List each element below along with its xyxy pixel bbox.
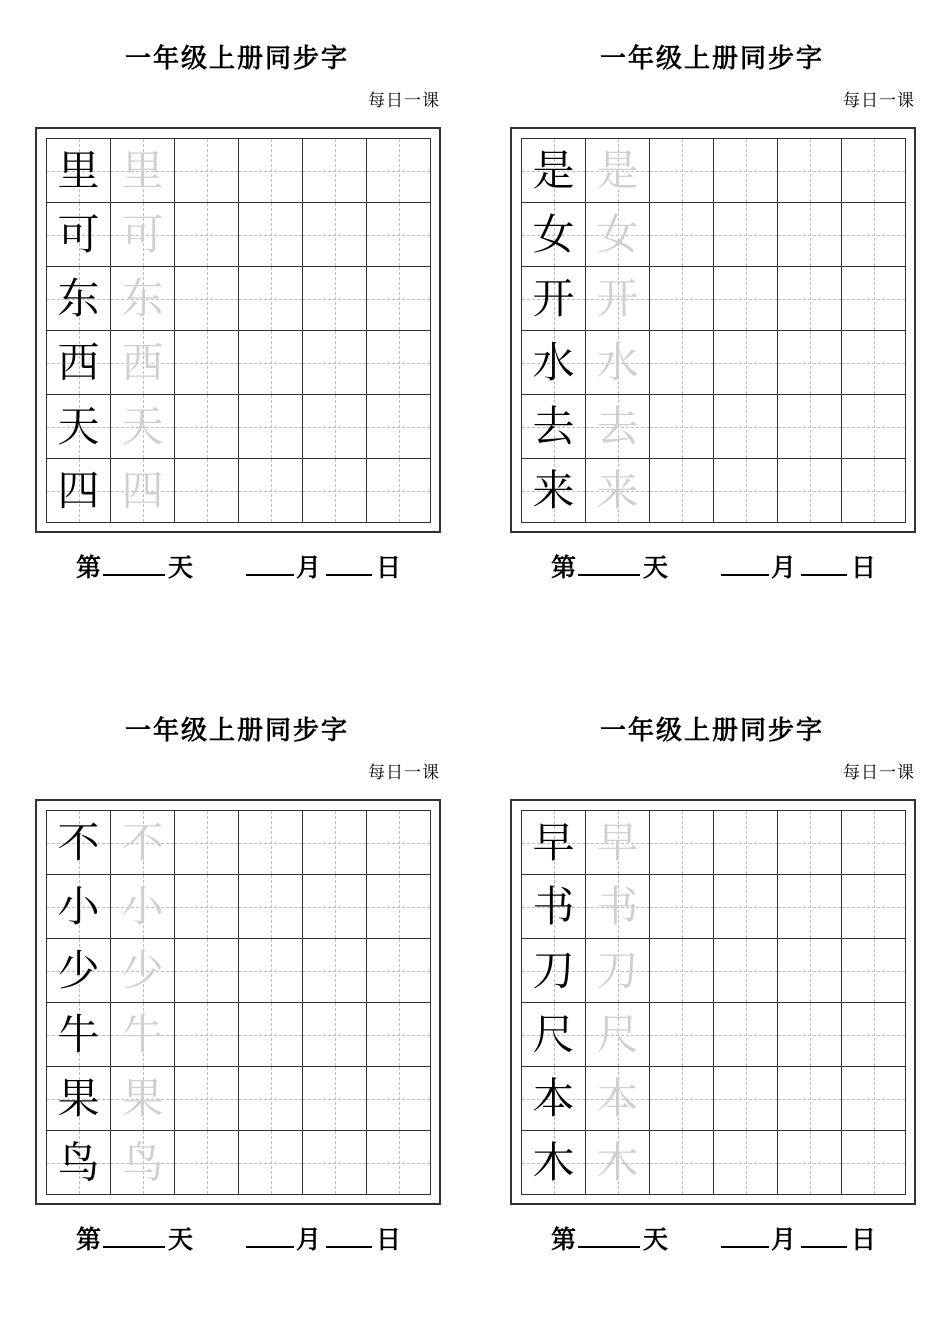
practice-cell bbox=[714, 203, 778, 267]
sheet-title: 一年级上册同步字 bbox=[599, 44, 824, 74]
trace-character bbox=[111, 1003, 175, 1067]
trace-character bbox=[586, 331, 650, 395]
character-glyph: 小 bbox=[57, 881, 100, 931]
practice-cell bbox=[842, 1131, 906, 1195]
practice-cell bbox=[175, 939, 239, 1003]
sheet-subtitle: 每日一课 bbox=[843, 91, 915, 111]
character-glyph: 少 bbox=[57, 945, 100, 995]
character-glyph: 书 bbox=[532, 881, 575, 931]
date-footer bbox=[551, 548, 911, 588]
day-number-blank[interactable] bbox=[103, 1220, 165, 1248]
model-character bbox=[47, 203, 111, 267]
date-blank[interactable] bbox=[326, 548, 372, 576]
character-glyph: 刀 bbox=[532, 945, 575, 995]
character-glyph: 鸟 bbox=[121, 1137, 164, 1187]
month-label: 月 bbox=[771, 553, 797, 582]
model-character bbox=[47, 395, 111, 459]
trace-character bbox=[586, 1003, 650, 1067]
practice-cell bbox=[842, 331, 906, 395]
practice-cell bbox=[778, 331, 842, 395]
character-glyph: 本 bbox=[596, 1073, 639, 1123]
practice-cell bbox=[842, 939, 906, 1003]
practice-cell bbox=[778, 395, 842, 459]
date-blank[interactable] bbox=[801, 1220, 847, 1248]
trace-character bbox=[111, 203, 175, 267]
trace-character bbox=[111, 139, 175, 203]
model-character bbox=[522, 139, 586, 203]
practice-cell bbox=[842, 139, 906, 203]
practice-cell bbox=[367, 139, 431, 203]
practice-cell bbox=[778, 203, 842, 267]
practice-cell bbox=[778, 939, 842, 1003]
date-blank[interactable] bbox=[801, 548, 847, 576]
practice-cell bbox=[303, 875, 367, 939]
model-character bbox=[47, 1131, 111, 1195]
sheet-subtitle: 每日一课 bbox=[368, 91, 440, 111]
month-label: 月 bbox=[296, 1225, 322, 1254]
model-character bbox=[522, 811, 586, 875]
character-glyph: 不 bbox=[121, 817, 164, 867]
day-number-blank[interactable] bbox=[578, 548, 640, 576]
date-label: 日 bbox=[376, 1225, 402, 1254]
day-suffix-label: 天 bbox=[168, 1225, 194, 1254]
practice-cell bbox=[842, 395, 906, 459]
practice-cell bbox=[239, 1131, 303, 1195]
practice-cell bbox=[239, 267, 303, 331]
model-character bbox=[47, 875, 111, 939]
practice-cell bbox=[714, 811, 778, 875]
character-glyph: 牛 bbox=[121, 1009, 164, 1059]
practice-cell bbox=[175, 1067, 239, 1131]
practice-cell bbox=[714, 939, 778, 1003]
practice-cell bbox=[650, 395, 714, 459]
writing-grid-frame bbox=[35, 799, 441, 1205]
practice-sheet-2 bbox=[475, 0, 915, 590]
character-glyph: 女 bbox=[532, 209, 575, 259]
trace-character bbox=[111, 267, 175, 331]
character-glyph: 来 bbox=[532, 465, 575, 515]
character-glyph: 早 bbox=[596, 817, 639, 867]
character-glyph: 开 bbox=[532, 273, 575, 323]
model-character bbox=[47, 1003, 111, 1067]
character-glyph: 开 bbox=[596, 273, 639, 323]
character-glyph: 鸟 bbox=[57, 1137, 100, 1187]
practice-cell bbox=[367, 395, 431, 459]
sheet-title: 一年级上册同步字 bbox=[124, 716, 349, 746]
practice-cell bbox=[842, 1067, 906, 1131]
character-glyph: 木 bbox=[532, 1137, 575, 1187]
sheet-subtitle: 每日一课 bbox=[368, 763, 440, 783]
model-character bbox=[522, 875, 586, 939]
practice-cell bbox=[175, 459, 239, 523]
practice-cell bbox=[650, 811, 714, 875]
date-blank[interactable] bbox=[326, 1220, 372, 1248]
model-character bbox=[47, 267, 111, 331]
model-character bbox=[522, 1003, 586, 1067]
character-glyph: 四 bbox=[57, 465, 100, 515]
practice-cell bbox=[303, 811, 367, 875]
writing-grid bbox=[46, 138, 431, 523]
practice-cell bbox=[303, 1003, 367, 1067]
practice-cell bbox=[303, 139, 367, 203]
trace-character bbox=[111, 1067, 175, 1131]
trace-character bbox=[111, 1131, 175, 1195]
day-suffix-label: 天 bbox=[643, 1225, 669, 1254]
trace-character bbox=[586, 939, 650, 1003]
practice-cell bbox=[714, 139, 778, 203]
practice-cell bbox=[778, 875, 842, 939]
character-glyph: 果 bbox=[121, 1073, 164, 1123]
practice-cell bbox=[778, 459, 842, 523]
practice-cell bbox=[842, 203, 906, 267]
character-glyph: 里 bbox=[57, 145, 100, 195]
practice-cell bbox=[842, 875, 906, 939]
date-label: 日 bbox=[851, 1225, 877, 1254]
trace-character bbox=[111, 331, 175, 395]
practice-cell bbox=[650, 875, 714, 939]
character-glyph: 西 bbox=[57, 337, 100, 387]
day-prefix-label: 第 bbox=[76, 553, 102, 582]
practice-cell bbox=[650, 203, 714, 267]
date-footer bbox=[76, 1220, 436, 1260]
model-character bbox=[47, 939, 111, 1003]
practice-cell bbox=[239, 1003, 303, 1067]
character-glyph: 书 bbox=[596, 881, 639, 931]
character-glyph: 牛 bbox=[57, 1009, 100, 1059]
date-label: 日 bbox=[376, 553, 402, 582]
practice-cell bbox=[239, 459, 303, 523]
practice-cell bbox=[367, 1067, 431, 1131]
model-character bbox=[522, 459, 586, 523]
practice-cell bbox=[778, 811, 842, 875]
trace-character bbox=[111, 811, 175, 875]
month-label: 月 bbox=[771, 1225, 797, 1254]
practice-cell bbox=[842, 1003, 906, 1067]
model-character bbox=[47, 1067, 111, 1131]
date-footer bbox=[76, 548, 436, 588]
character-glyph: 天 bbox=[121, 401, 164, 451]
practice-cell bbox=[714, 267, 778, 331]
character-glyph: 去 bbox=[596, 401, 639, 451]
practice-cell bbox=[714, 1067, 778, 1131]
trace-character bbox=[586, 1131, 650, 1195]
trace-character bbox=[586, 203, 650, 267]
practice-cell bbox=[842, 459, 906, 523]
practice-cell bbox=[778, 1003, 842, 1067]
model-character bbox=[522, 1067, 586, 1131]
practice-cell bbox=[303, 267, 367, 331]
practice-cell bbox=[303, 331, 367, 395]
model-character bbox=[522, 331, 586, 395]
writing-grid bbox=[521, 810, 906, 1195]
practice-cell bbox=[778, 139, 842, 203]
character-glyph: 尺 bbox=[596, 1009, 639, 1059]
day-number-blank[interactable] bbox=[578, 1220, 640, 1248]
character-glyph: 水 bbox=[596, 337, 639, 387]
character-glyph: 是 bbox=[532, 145, 575, 195]
practice-cell bbox=[175, 395, 239, 459]
character-glyph: 本 bbox=[532, 1073, 575, 1123]
trace-character bbox=[586, 267, 650, 331]
practice-cell bbox=[650, 939, 714, 1003]
sheet-title: 一年级上册同步字 bbox=[124, 44, 349, 74]
model-character bbox=[522, 267, 586, 331]
practice-cell bbox=[175, 1131, 239, 1195]
trace-character bbox=[111, 459, 175, 523]
practice-cell bbox=[650, 459, 714, 523]
practice-cell bbox=[714, 875, 778, 939]
character-glyph: 西 bbox=[121, 337, 164, 387]
practice-cell bbox=[175, 331, 239, 395]
practice-cell bbox=[239, 875, 303, 939]
practice-cell bbox=[714, 459, 778, 523]
trace-character bbox=[586, 811, 650, 875]
character-glyph: 尺 bbox=[532, 1009, 575, 1059]
practice-cell bbox=[239, 1067, 303, 1131]
practice-cell bbox=[650, 267, 714, 331]
practice-cell bbox=[842, 811, 906, 875]
trace-character bbox=[586, 139, 650, 203]
month-blank[interactable] bbox=[721, 1220, 769, 1248]
practice-cell bbox=[650, 1003, 714, 1067]
character-glyph: 里 bbox=[121, 145, 164, 195]
writing-grid bbox=[521, 138, 906, 523]
practice-cell bbox=[303, 939, 367, 1003]
character-glyph: 东 bbox=[57, 273, 100, 323]
practice-cell bbox=[714, 331, 778, 395]
practice-sheet-1 bbox=[0, 0, 440, 590]
day-prefix-label: 第 bbox=[551, 553, 577, 582]
model-character bbox=[522, 395, 586, 459]
practice-cell bbox=[367, 459, 431, 523]
practice-cell bbox=[239, 395, 303, 459]
writing-grid-frame bbox=[35, 127, 441, 533]
practice-cell bbox=[778, 267, 842, 331]
practice-cell bbox=[650, 1131, 714, 1195]
model-character bbox=[522, 203, 586, 267]
practice-cell bbox=[303, 395, 367, 459]
practice-cell bbox=[303, 1131, 367, 1195]
day-suffix-label: 天 bbox=[643, 553, 669, 582]
practice-cell bbox=[175, 267, 239, 331]
practice-cell bbox=[239, 331, 303, 395]
character-glyph: 木 bbox=[596, 1137, 639, 1187]
character-glyph: 东 bbox=[121, 273, 164, 323]
date-footer bbox=[551, 1220, 911, 1260]
practice-cell bbox=[778, 1131, 842, 1195]
practice-cell bbox=[367, 1003, 431, 1067]
trace-character bbox=[111, 939, 175, 1003]
practice-cell bbox=[303, 459, 367, 523]
practice-cell bbox=[650, 331, 714, 395]
practice-cell bbox=[714, 395, 778, 459]
practice-cell bbox=[842, 267, 906, 331]
sheet-subtitle: 每日一课 bbox=[843, 763, 915, 783]
practice-cell bbox=[175, 139, 239, 203]
trace-character bbox=[586, 395, 650, 459]
character-glyph: 果 bbox=[57, 1073, 100, 1123]
practice-cell bbox=[303, 203, 367, 267]
model-character bbox=[47, 459, 111, 523]
month-blank[interactable] bbox=[721, 548, 769, 576]
character-glyph: 小 bbox=[121, 881, 164, 931]
practice-sheet-3 bbox=[0, 672, 440, 1262]
character-glyph: 早 bbox=[532, 817, 575, 867]
practice-cell bbox=[367, 267, 431, 331]
day-prefix-label: 第 bbox=[551, 1225, 577, 1254]
character-glyph: 可 bbox=[57, 209, 100, 259]
day-number-blank[interactable] bbox=[103, 548, 165, 576]
model-character bbox=[522, 1131, 586, 1195]
model-character bbox=[47, 331, 111, 395]
practice-cell bbox=[778, 1067, 842, 1131]
practice-cell bbox=[239, 939, 303, 1003]
practice-cell bbox=[175, 203, 239, 267]
model-character bbox=[47, 139, 111, 203]
sheet-title: 一年级上册同步字 bbox=[599, 716, 824, 746]
trace-character bbox=[111, 395, 175, 459]
trace-character bbox=[586, 459, 650, 523]
practice-cell bbox=[239, 811, 303, 875]
practice-sheet-4 bbox=[475, 672, 915, 1262]
practice-cell bbox=[175, 875, 239, 939]
character-glyph: 来 bbox=[596, 465, 639, 515]
day-suffix-label: 天 bbox=[168, 553, 194, 582]
day-prefix-label: 第 bbox=[76, 1225, 102, 1254]
practice-cell bbox=[367, 875, 431, 939]
character-glyph: 不 bbox=[57, 817, 100, 867]
practice-cell bbox=[714, 1003, 778, 1067]
practice-cell bbox=[175, 1003, 239, 1067]
practice-cell bbox=[367, 939, 431, 1003]
trace-character bbox=[111, 875, 175, 939]
trace-character bbox=[586, 1067, 650, 1131]
month-blank[interactable] bbox=[246, 548, 294, 576]
practice-cell bbox=[239, 139, 303, 203]
character-glyph: 是 bbox=[596, 145, 639, 195]
character-glyph: 刀 bbox=[596, 945, 639, 995]
practice-cell bbox=[367, 331, 431, 395]
practice-cell bbox=[367, 811, 431, 875]
character-glyph: 去 bbox=[532, 401, 575, 451]
practice-cell bbox=[650, 1067, 714, 1131]
trace-character bbox=[586, 875, 650, 939]
practice-cell bbox=[303, 1067, 367, 1131]
practice-cell bbox=[367, 1131, 431, 1195]
character-glyph: 可 bbox=[121, 209, 164, 259]
month-label: 月 bbox=[296, 553, 322, 582]
practice-cell bbox=[239, 203, 303, 267]
character-glyph: 水 bbox=[532, 337, 575, 387]
character-glyph: 少 bbox=[121, 945, 164, 995]
model-character bbox=[47, 811, 111, 875]
writing-grid-frame bbox=[510, 799, 916, 1205]
character-glyph: 四 bbox=[121, 465, 164, 515]
writing-grid-frame bbox=[510, 127, 916, 533]
character-glyph: 女 bbox=[596, 209, 639, 259]
month-blank[interactable] bbox=[246, 1220, 294, 1248]
character-glyph: 天 bbox=[57, 401, 100, 451]
practice-cell bbox=[175, 811, 239, 875]
date-label: 日 bbox=[851, 553, 877, 582]
writing-grid bbox=[46, 810, 431, 1195]
practice-cell bbox=[367, 203, 431, 267]
practice-cell bbox=[650, 139, 714, 203]
practice-cell bbox=[714, 1131, 778, 1195]
model-character bbox=[522, 939, 586, 1003]
